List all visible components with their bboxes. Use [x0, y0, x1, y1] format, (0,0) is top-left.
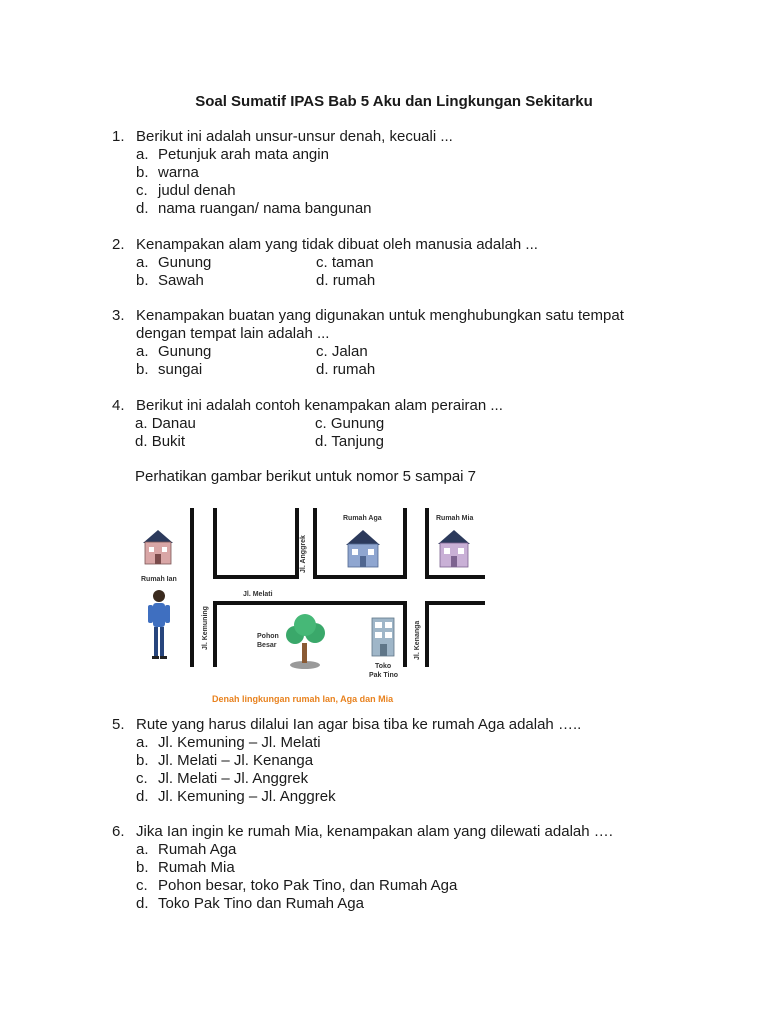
- question-text: Berikut ini adalah unsur-unsur denah, kecuali ...: [136, 128, 453, 145]
- question-text: Jika Ian ingin ke rumah Mia, kenampakan alam yang dilewati adalah ….: [136, 823, 613, 840]
- option-row: [136, 361, 624, 379]
- instruction-note: Perhatikan gambar berikut untuk nomor 5 sampai 7: [135, 468, 477, 485]
- question-text-line1: Kenampakan buatan yang digunakan untuk menghubungkan satu tempat: [136, 307, 624, 324]
- option-b: b. Jl. Melati – Jl. Kenanga: [136, 752, 314, 769]
- label-jl-kenanga: Jl. Kenanga: [414, 620, 421, 660]
- question-2: [112, 236, 538, 290]
- option-d: d. Toko Pak Tino dan Rumah Aga: [136, 895, 364, 912]
- question-text: Kenampakan alam yang tidak dibuat oleh manusia adalah ...: [136, 236, 538, 253]
- option-a: a. Gunung: [136, 254, 212, 271]
- option-d: d. rumah: [316, 272, 376, 289]
- label-jl-anggrek: Jl. Anggrek: [300, 535, 307, 573]
- option-row: [136, 254, 538, 272]
- option-d: d. Bukit: [135, 433, 186, 450]
- person-ian-icon: [148, 590, 170, 659]
- question-text: Rute yang harus dilalui Ian agar bisa tiba ke rumah Aga adalah …..: [136, 716, 582, 733]
- tree-icon: [286, 614, 325, 669]
- map-caption: Denah lingkungan rumah Ian, Aga dan Mia: [212, 694, 394, 704]
- option-d: d. Jl. Kemuning – Jl. Anggrek: [136, 788, 336, 805]
- option-row: [136, 343, 624, 361]
- question-1: [112, 128, 453, 218]
- option-c: c. taman: [316, 254, 374, 271]
- question-number: 5.: [112, 716, 125, 733]
- option-d: d. rumah: [316, 361, 376, 378]
- option-row: [135, 433, 503, 451]
- house-mia-icon: [438, 530, 470, 567]
- question-5: [112, 716, 581, 806]
- house-ian-icon: [143, 530, 173, 564]
- question-6: [112, 823, 613, 913]
- option-c: c. judul denah: [136, 182, 236, 199]
- label-besar: Besar: [257, 642, 277, 649]
- label-pak-tino: Pak Tino: [369, 672, 399, 679]
- option-c: c. Jalan: [316, 343, 368, 360]
- question-4: [112, 397, 503, 451]
- page-title: Soal Sumatif IPAS Bab 5 Aku dan Lingkungan Sekitarku: [195, 93, 593, 110]
- question-number: 1.: [112, 128, 125, 145]
- label-rumah-mia: Rumah Mia: [436, 515, 474, 522]
- option-a: a. Petunjuk arah mata angin: [136, 146, 329, 163]
- option-a: a. Gunung: [136, 343, 212, 360]
- question-number: 4.: [112, 397, 125, 414]
- question-number: 2.: [112, 236, 125, 253]
- option-b: b. warna: [136, 164, 199, 181]
- shop-icon: [372, 618, 394, 656]
- label-rumah-aga: Rumah Aga: [343, 515, 382, 522]
- option-d: d. Tanjung: [315, 433, 384, 450]
- option-row: [135, 415, 503, 433]
- option-b: b. sungai: [136, 361, 203, 378]
- question-text-line2: dengan tempat lain adalah ...: [136, 325, 330, 342]
- option-d: d. nama ruangan/ nama bangunan: [136, 200, 372, 217]
- question-number: 3.: [112, 307, 125, 324]
- option-c: c. Jl. Melati – Jl. Anggrek: [136, 770, 309, 787]
- label-toko: Toko: [375, 663, 392, 670]
- option-a: a. Danau: [135, 415, 196, 432]
- label-jl-melati: Jl. Melati: [243, 591, 273, 598]
- question-number: 6.: [112, 823, 125, 840]
- question-text: Berikut ini adalah contoh kenampakan alam perairan ...: [136, 397, 503, 414]
- option-c: c. Pohon besar, toko Pak Tino, dan Rumah Aga: [136, 877, 458, 894]
- label-pohon: Pohon: [257, 633, 279, 640]
- question-3: [112, 307, 624, 379]
- option-c: c. Gunung: [315, 415, 385, 432]
- neighborhood-map: [135, 495, 485, 710]
- label-jl-kemuning: Jl. Kemuning: [202, 606, 209, 650]
- option-row: [136, 272, 538, 290]
- option-b: b. Sawah: [136, 272, 204, 289]
- option-a: a. Jl. Kemuning – Jl. Melati: [136, 734, 321, 751]
- label-rumah-ian: Rumah Ian: [141, 576, 177, 583]
- option-b: b. Rumah Mia: [136, 859, 235, 876]
- option-a: a. Rumah Aga: [136, 841, 237, 858]
- house-aga-icon: [346, 530, 380, 567]
